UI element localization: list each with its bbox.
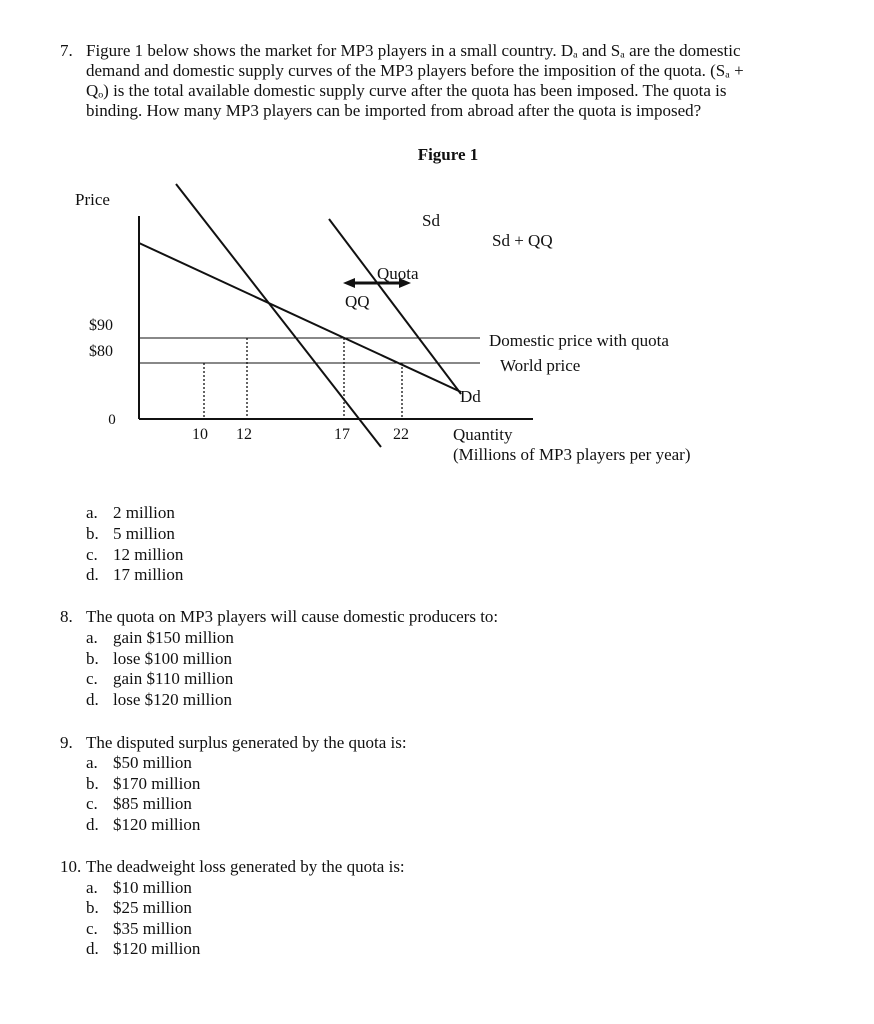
x-axis-label-1: Quantity bbox=[453, 425, 513, 444]
q7-line-2: demand and domestic supply curves of the MP3 players before the imposition of the quota. (Sₐ + bbox=[86, 61, 744, 80]
q9-number: 9. bbox=[60, 733, 73, 752]
label-qq: QQ bbox=[345, 292, 370, 311]
label-world-price: World price bbox=[500, 356, 581, 375]
q7-line-1: Figure 1 below shows the market for MP3 players in a small country. Dₐ and Sₐ are the domestic bbox=[86, 41, 741, 60]
y-tick-80: $80 bbox=[89, 343, 113, 360]
q10-option-d[interactable]: d. $120 million bbox=[86, 939, 201, 958]
y-axis-label: Price bbox=[75, 190, 110, 209]
q7-option-a[interactable]: a. 2 million bbox=[86, 503, 175, 522]
x-tick-22: 22 bbox=[393, 426, 409, 443]
q10-option-c[interactable]: c. $35 million bbox=[86, 919, 192, 938]
q8-option-c[interactable]: c. gain $110 million bbox=[86, 669, 234, 688]
q10-number: 10. bbox=[60, 857, 82, 876]
q8-option-a[interactable]: a. gain $150 million bbox=[86, 628, 234, 647]
label-sd: Sd bbox=[422, 211, 440, 230]
q10-text: The deadweight loss generated by the quota is: bbox=[86, 857, 405, 876]
label-quota: Quota bbox=[377, 264, 419, 283]
q8-option-d[interactable]: d. lose $120 million bbox=[86, 690, 232, 709]
x-tick-12: 12 bbox=[236, 426, 252, 443]
q7-option-c[interactable]: c. 12 million bbox=[86, 545, 184, 564]
label-sd-plus-qq: Sd + QQ bbox=[492, 231, 553, 250]
q7-line-3: Qₒ) is the total available domestic supply curve after the quota has been imposed. The quota is bbox=[86, 81, 727, 100]
quota-arrow-left-head bbox=[343, 278, 355, 288]
figure-title: Figure 1 bbox=[417, 145, 479, 164]
q9-option-d[interactable]: d. $120 million bbox=[86, 815, 201, 834]
y-tick-90: $90 bbox=[89, 317, 113, 334]
x-axis-label-2: (Millions of MP3 players per year) bbox=[453, 445, 691, 464]
q9-option-c[interactable]: c. $85 million bbox=[86, 794, 192, 813]
q9-text: The disputed surplus generated by the quota is: bbox=[86, 733, 407, 752]
q8-number: 8. bbox=[60, 607, 73, 626]
q7-number: 7. bbox=[60, 41, 73, 60]
q10-option-b[interactable]: b. $25 million bbox=[86, 898, 192, 917]
x-tick-10: 10 bbox=[192, 426, 208, 443]
q9-option-a[interactable]: a. $50 million bbox=[86, 753, 192, 772]
figure-1-chart bbox=[0, 0, 874, 480]
x-tick-17: 17 bbox=[334, 426, 350, 443]
q9-option-b[interactable]: b. $170 million bbox=[86, 774, 201, 793]
q7-option-d[interactable]: d. 17 million bbox=[86, 565, 184, 584]
q8-text: The quota on MP3 players will cause domestic producers to: bbox=[86, 607, 499, 626]
label-dd: Dd bbox=[460, 387, 481, 406]
q8-option-b[interactable]: b. lose $100 million bbox=[86, 649, 232, 668]
q10-option-a[interactable]: a. $10 million bbox=[86, 878, 192, 897]
q7-line-4: binding. How many MP3 players can be imported from abroad after the quota is imposed? bbox=[86, 101, 702, 120]
label-domestic-price: Domestic price with quota bbox=[489, 331, 669, 350]
origin-label: 0 bbox=[108, 412, 116, 428]
supply-curve-sd bbox=[176, 184, 381, 447]
q7-option-b[interactable]: b. 5 million bbox=[86, 524, 175, 543]
